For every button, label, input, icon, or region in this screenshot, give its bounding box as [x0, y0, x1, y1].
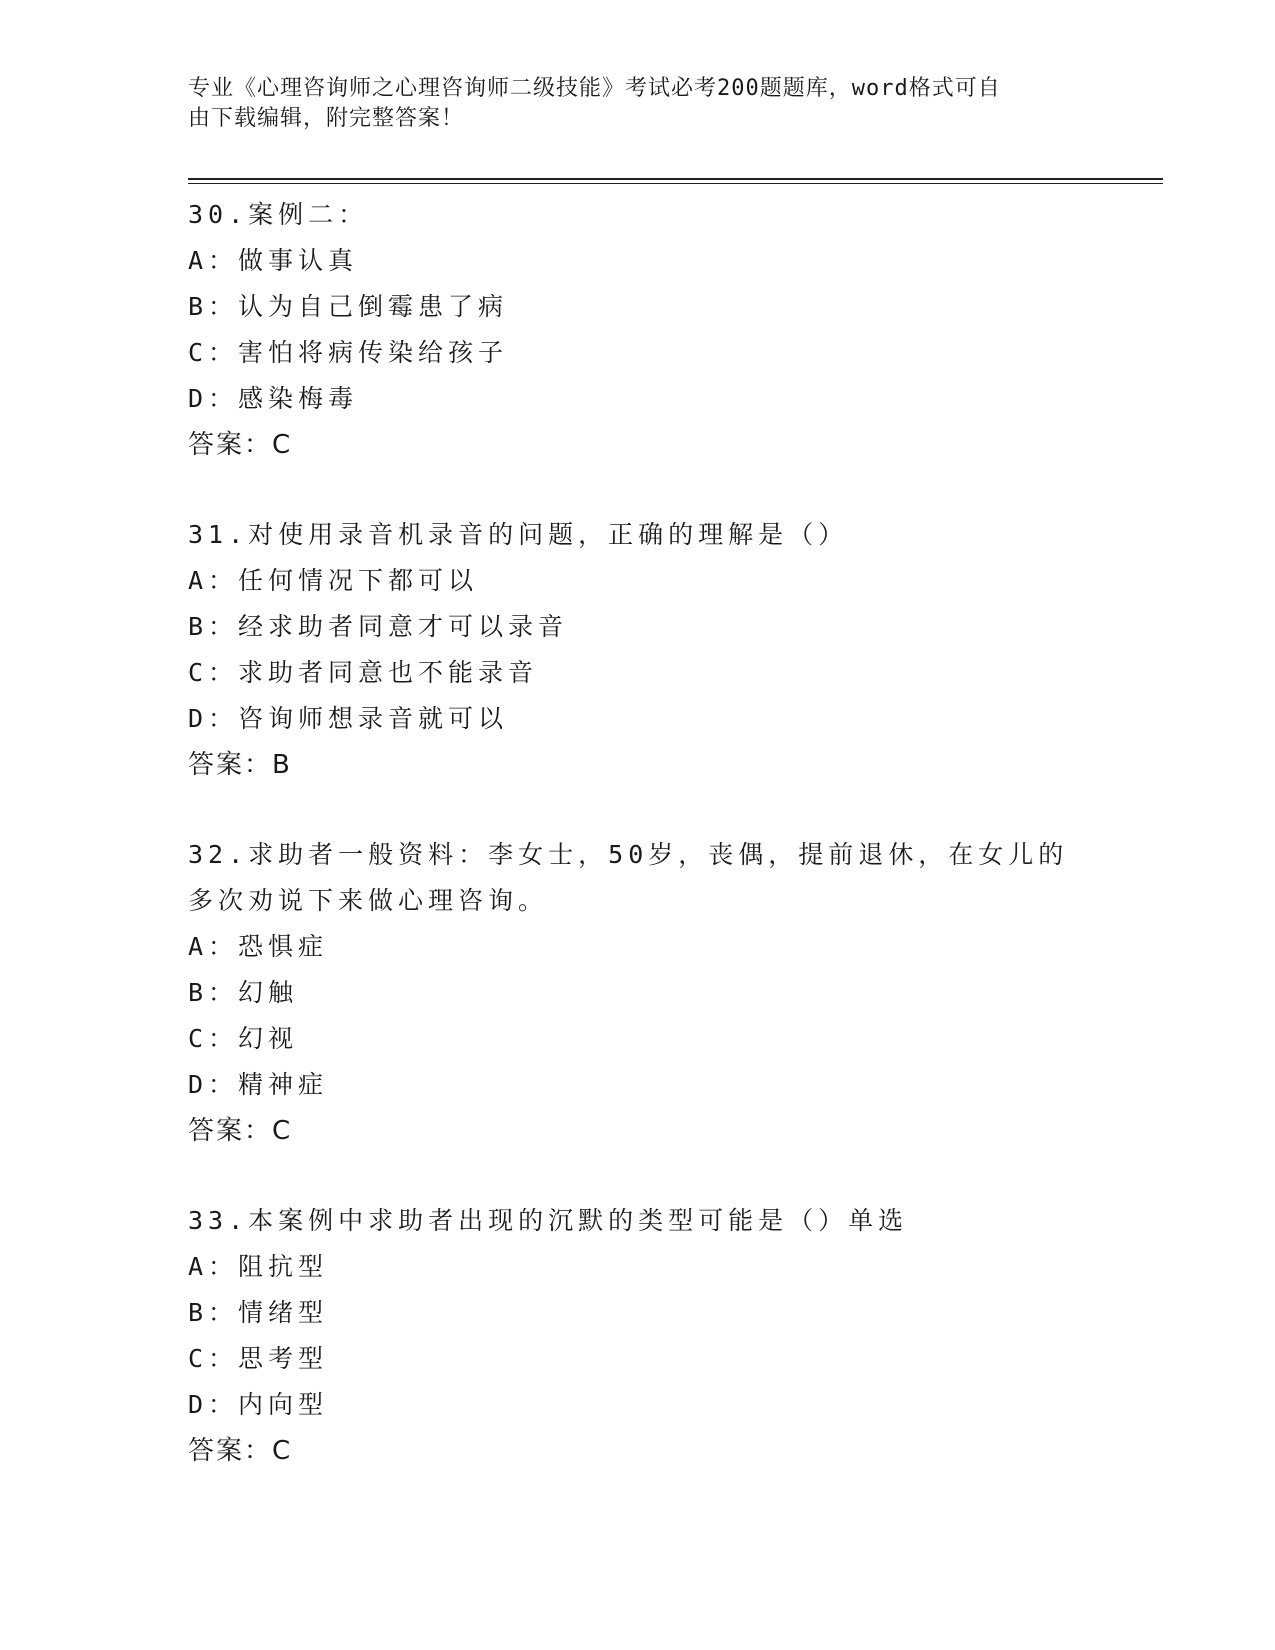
header-divider-thick [188, 178, 1163, 180]
question-32 [188, 832, 1128, 1154]
option-d: D：精神症 [188, 1070, 329, 1099]
option-a: A：阻抗型 [188, 1252, 329, 1281]
answer: 答案：B [188, 750, 292, 780]
question-list [188, 192, 1128, 1518]
option-a: A：任何情况下都可以 [188, 566, 479, 595]
answer: 答案：C [188, 430, 293, 460]
question-31 [188, 512, 1128, 788]
option-c: C：害怕将病传染给孩子 [188, 338, 509, 367]
option-d: D：感染梅毒 [188, 384, 359, 413]
option-d: D：咨询师想录音就可以 [188, 704, 509, 733]
option-b: B：情绪型 [188, 1298, 329, 1327]
option-c: C：思考型 [188, 1344, 329, 1373]
option-b: B：认为自己倒霉患了病 [188, 292, 509, 321]
question-33 [188, 1198, 1128, 1474]
document-header [188, 74, 1088, 134]
option-b: B：经求助者同意才可以录音 [188, 612, 569, 641]
answer: 答案：C [188, 1116, 293, 1146]
option-d: D：内向型 [188, 1390, 329, 1419]
option-a: A：恐惧症 [188, 932, 329, 961]
answer: 答案：C [188, 1436, 293, 1466]
option-c: C：幻视 [188, 1024, 299, 1053]
question-stem: 32.求助者一般资料：李女士，50岁，丧偶，提前退休，在女儿的多次劝说下来做心理咨询。 [188, 840, 1069, 915]
header-divider-thin [188, 183, 1163, 184]
question-stem: 33.本案例中求助者出现的沉默的类型可能是（）单选 [188, 1206, 909, 1235]
option-a: A：做事认真 [188, 246, 359, 275]
option-b: B：幻触 [188, 978, 299, 1007]
header-line-2: 由下载编辑，附完整答案！ [188, 106, 465, 131]
header-line-1: 专业《心理咨询师之心理咨询师二级技能》考试必考200题题库，word格式可自 [188, 76, 1001, 101]
question-30 [188, 192, 1128, 468]
question-stem: 31.对使用录音机录音的问题，正确的理解是（） [188, 520, 849, 549]
question-stem: 30.案例二： [188, 200, 369, 229]
option-c: C：求助者同意也不能录音 [188, 658, 539, 687]
